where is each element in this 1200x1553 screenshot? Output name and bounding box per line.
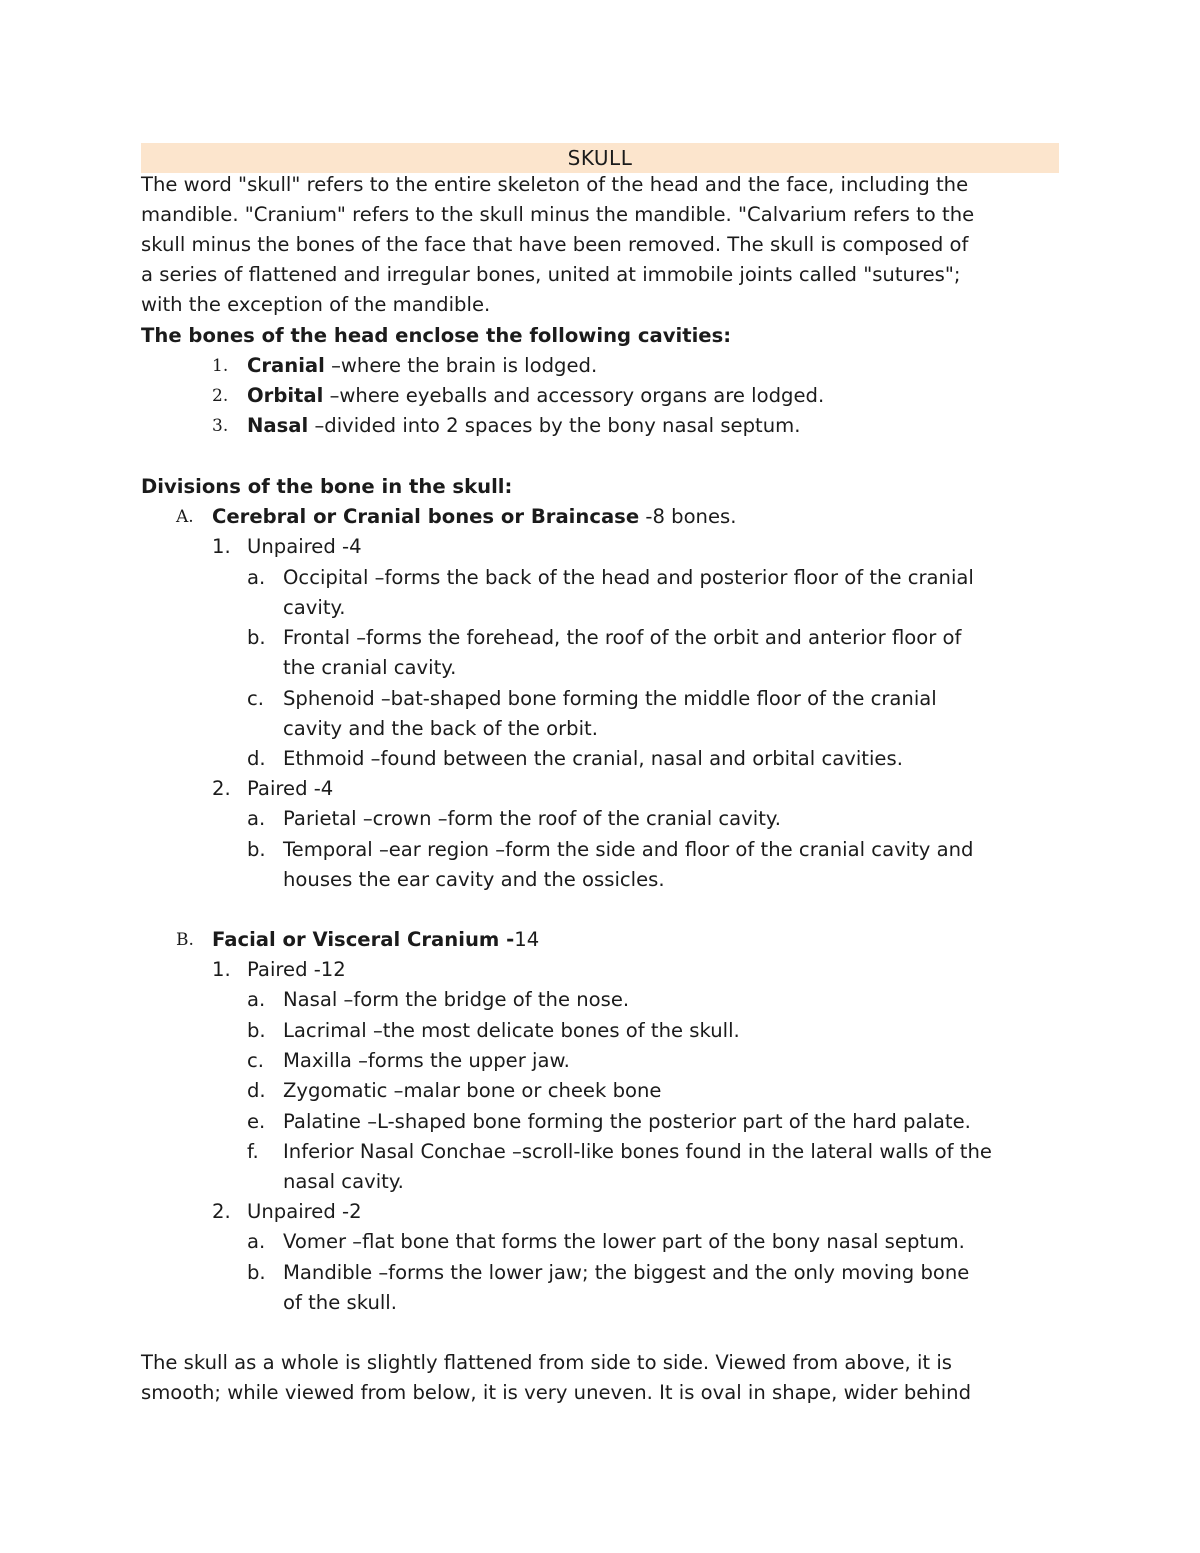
bone-item: Lacrimal –the most delicate bones of the skull. bbox=[283, 1019, 740, 1042]
subgroup-label: Paired -12 bbox=[247, 958, 346, 981]
bone-item: Mandible –forms the lower jaw; the biggest and the only moving bone bbox=[283, 1261, 970, 1284]
bone-item: Vomer –flat bone that forms the lower part of the bony nasal septum. bbox=[283, 1230, 965, 1253]
list-letter: b. bbox=[247, 1261, 266, 1284]
bone-item: the cranial cavity. bbox=[283, 656, 457, 679]
list-letter: f. bbox=[247, 1140, 259, 1163]
list-number: 1. bbox=[212, 958, 231, 981]
list-number: 2. bbox=[212, 386, 229, 406]
list-letter: e. bbox=[247, 1110, 266, 1133]
division-a-heading: Cerebral or Cranial bones or Braincase -8 bones. bbox=[212, 505, 737, 528]
bone-item: Occipital –forms the back of the head and posterior floor of the cranial bbox=[283, 566, 974, 589]
closing-line: smooth; while viewed from below, it is very uneven. It is oval in shape, wider behind bbox=[141, 1381, 972, 1404]
list-number: 1. bbox=[212, 535, 231, 558]
intro-line: with the exception of the mandible. bbox=[141, 293, 491, 316]
cavities-heading: The bones of the head enclose the following cavities: bbox=[141, 324, 732, 347]
subgroup-label: Unpaired -4 bbox=[247, 535, 362, 558]
section-letter: B. bbox=[176, 930, 194, 950]
list-letter: d. bbox=[247, 1079, 266, 1102]
list-letter: d. bbox=[247, 747, 266, 770]
cavity-item: Cranial –where the brain is lodged. bbox=[247, 354, 598, 377]
section-letter: A. bbox=[176, 507, 194, 527]
intro-line: skull minus the bones of the face that have been removed. The skull is composed of bbox=[141, 233, 969, 256]
bone-item: Zygomatic –malar bone or cheek bone bbox=[283, 1079, 662, 1102]
bone-item: Ethmoid –found between the cranial, nasal and orbital cavities. bbox=[283, 747, 903, 770]
bone-item: of the skull. bbox=[283, 1291, 397, 1314]
bone-item: houses the ear cavity and the ossicles. bbox=[283, 868, 665, 891]
list-letter: a. bbox=[247, 988, 266, 1011]
bone-item: cavity and the back of the orbit. bbox=[283, 717, 598, 740]
cavity-item: Nasal –divided into 2 spaces by the bony nasal septum. bbox=[247, 414, 801, 437]
list-number: 1. bbox=[212, 356, 229, 376]
bone-item: Frontal –forms the forehead, the roof of the orbit and anterior floor of bbox=[283, 626, 962, 649]
page-title: SKULL bbox=[141, 143, 1059, 173]
subgroup-label: Unpaired -2 bbox=[247, 1200, 362, 1223]
intro-line: The word "skull" refers to the entire skeleton of the head and the face, including the bbox=[141, 173, 969, 196]
list-letter: a. bbox=[247, 566, 266, 589]
list-letter: a. bbox=[247, 807, 266, 830]
subgroup-label: Paired -4 bbox=[247, 777, 334, 800]
bone-item: cavity. bbox=[283, 596, 346, 619]
cavity-item: Orbital –where eyeballs and accessory organs are lodged. bbox=[247, 384, 825, 407]
bone-item: Temporal –ear region –form the side and floor of the cranial cavity and bbox=[283, 838, 974, 861]
list-letter: b. bbox=[247, 1019, 266, 1042]
list-letter: b. bbox=[247, 626, 266, 649]
bone-item: Sphenoid –bat-shaped bone forming the middle floor of the cranial bbox=[283, 687, 937, 710]
bone-item: nasal cavity. bbox=[283, 1170, 404, 1193]
bone-item: Palatine –L-shaped bone forming the posterior part of the hard palate. bbox=[283, 1110, 971, 1133]
bone-item: Nasal –form the bridge of the nose. bbox=[283, 988, 630, 1011]
list-number: 2. bbox=[212, 777, 231, 800]
list-letter: c. bbox=[247, 1049, 265, 1072]
list-letter: c. bbox=[247, 687, 265, 710]
bone-item: Maxilla –forms the upper jaw. bbox=[283, 1049, 570, 1072]
bone-item: Inferior Nasal Conchae –scroll-like bones found in the lateral walls of the bbox=[283, 1140, 992, 1163]
division-b-heading: Facial or Visceral Cranium -14 bbox=[212, 928, 540, 951]
list-letter: b. bbox=[247, 838, 266, 861]
list-number: 2. bbox=[212, 1200, 231, 1223]
intro-line: mandible. "Cranium" refers to the skull minus the mandible. "Calvarium refers to the bbox=[141, 203, 975, 226]
list-letter: a. bbox=[247, 1230, 266, 1253]
intro-line: a series of flattened and irregular bones, united at immobile joints called "sutures"; bbox=[141, 263, 961, 286]
closing-line: The skull as a whole is slightly flattened from side to side. Viewed from above, it is bbox=[141, 1351, 952, 1374]
bone-item: Parietal –crown –form the roof of the cranial cavity. bbox=[283, 807, 781, 830]
divisions-heading: Divisions of the bone in the skull: bbox=[141, 475, 513, 498]
list-number: 3. bbox=[212, 416, 229, 436]
